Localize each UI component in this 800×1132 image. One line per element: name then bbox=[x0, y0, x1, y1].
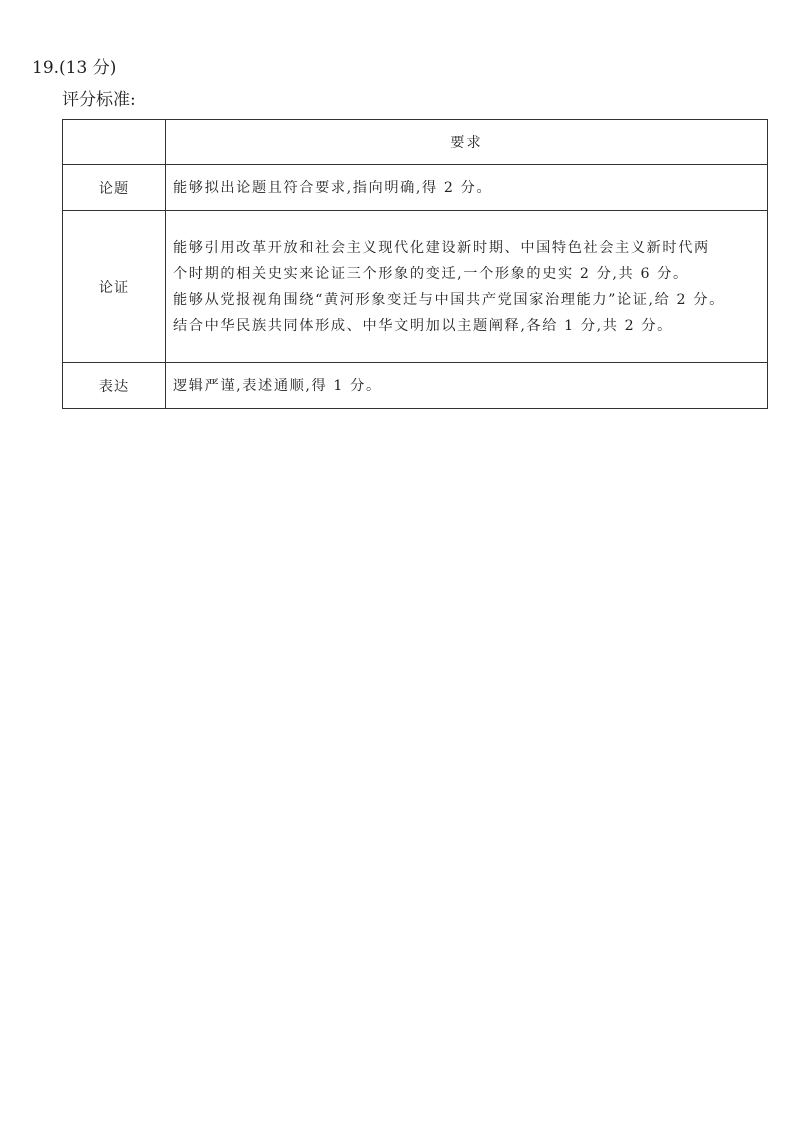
rubric-label: 评分标准: bbox=[62, 90, 136, 110]
rubric-table bbox=[62, 119, 768, 409]
question-header bbox=[32, 56, 116, 80]
requirement-cell-topic bbox=[166, 165, 768, 211]
category-cell-expression: 表达 bbox=[63, 363, 166, 409]
requirement-line: 能够拟出论题且符合要求,指向明确,得 2 分。 bbox=[173, 179, 493, 196]
requirement-line: 逻辑严谨,表述通顺,得 1 分。 bbox=[173, 377, 382, 394]
question-number: 19. bbox=[32, 58, 60, 78]
requirement-line: 能够引用改革开放和社会主义现代化建设新时期、中国特色社会主义新时代两 bbox=[173, 239, 710, 256]
table-header-row bbox=[63, 120, 768, 165]
requirement-line: 个时期的相关史实来论证三个形象的变迁,一个形象的史实 2 分,共 6 分。 bbox=[173, 265, 689, 282]
requirement-cell-expression bbox=[166, 363, 768, 409]
category-cell-argument: 论证 bbox=[63, 211, 166, 363]
header-requirement-cell: 要求 bbox=[166, 120, 768, 165]
table-row bbox=[63, 165, 768, 211]
question-points: (13 分) bbox=[59, 58, 117, 78]
table-row bbox=[63, 211, 768, 363]
requirement-cell-argument bbox=[166, 211, 768, 363]
requirement-line: 结合中华民族共同体形成、中华文明加以主题阐释,各给 1 分,共 2 分。 bbox=[173, 317, 673, 334]
table-row bbox=[63, 363, 768, 409]
requirement-line: 能够从党报视角围绕“黄河形象变迁与中国共产党国家治理能力”论证,给 2 分。 bbox=[173, 291, 725, 308]
header-blank-cell bbox=[63, 120, 166, 165]
category-cell-topic: 论题 bbox=[63, 165, 166, 211]
